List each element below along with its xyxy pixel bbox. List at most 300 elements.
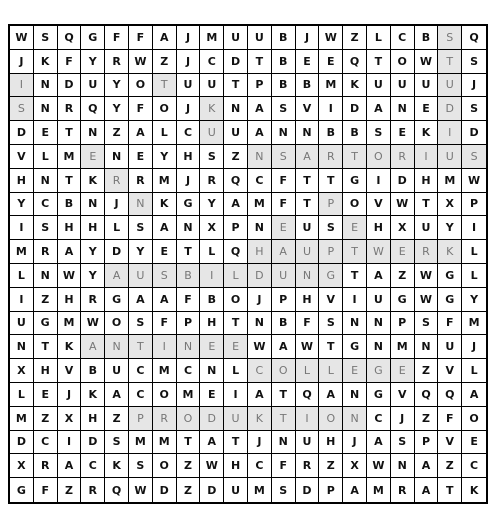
letter-cell[interactable]: N: [248, 216, 272, 240]
letter-cell[interactable]: O: [177, 407, 201, 431]
letter-cell[interactable]: E: [391, 121, 415, 145]
letter-cell[interactable]: F: [272, 454, 296, 478]
letter-cell[interactable]: A: [367, 264, 391, 288]
letter-cell[interactable]: H: [224, 454, 248, 478]
letter-cell[interactable]: B: [415, 26, 439, 50]
letter-cell[interactable]: C: [391, 26, 415, 50]
letter-cell[interactable]: D: [58, 74, 82, 98]
letter-cell[interactable]: M: [153, 431, 177, 455]
letter-cell[interactable]: P: [462, 193, 486, 217]
letter-cell[interactable]: Y: [81, 50, 105, 74]
letter-cell[interactable]: L: [200, 240, 224, 264]
letter-cell[interactable]: W: [129, 50, 153, 74]
letter-cell[interactable]: Z: [34, 407, 58, 431]
letter-cell[interactable]: S: [415, 312, 439, 336]
letter-cell[interactable]: S: [34, 26, 58, 50]
letter-cell[interactable]: O: [105, 312, 129, 336]
letter-cell[interactable]: J: [10, 50, 34, 74]
letter-cell[interactable]: D: [10, 431, 34, 455]
letter-cell[interactable]: G: [319, 264, 343, 288]
letter-cell[interactable]: B: [81, 359, 105, 383]
letter-cell[interactable]: P: [129, 407, 153, 431]
letter-cell[interactable]: Q: [296, 383, 320, 407]
letter-cell[interactable]: N: [129, 193, 153, 217]
letter-cell[interactable]: E: [200, 383, 224, 407]
letter-cell[interactable]: P: [224, 216, 248, 240]
letter-cell[interactable]: R: [153, 407, 177, 431]
letter-cell[interactable]: O: [367, 145, 391, 169]
letter-cell[interactable]: U: [296, 216, 320, 240]
letter-cell[interactable]: E: [391, 359, 415, 383]
letter-cell[interactable]: F: [129, 26, 153, 50]
letter-cell[interactable]: A: [105, 383, 129, 407]
letter-cell[interactable]: N: [177, 335, 201, 359]
letter-cell[interactable]: W: [58, 264, 82, 288]
letter-cell[interactable]: H: [200, 312, 224, 336]
letter-cell[interactable]: M: [129, 431, 153, 455]
letter-cell[interactable]: N: [34, 97, 58, 121]
letter-cell[interactable]: T: [415, 193, 439, 217]
letter-cell[interactable]: N: [272, 121, 296, 145]
letter-cell[interactable]: E: [200, 335, 224, 359]
letter-cell[interactable]: U: [248, 26, 272, 50]
letter-cell[interactable]: N: [343, 312, 367, 336]
letter-cell[interactable]: D: [296, 478, 320, 502]
letter-cell[interactable]: A: [224, 193, 248, 217]
letter-cell[interactable]: M: [462, 312, 486, 336]
letter-cell[interactable]: L: [462, 264, 486, 288]
letter-cell[interactable]: C: [248, 359, 272, 383]
letter-cell[interactable]: Z: [177, 478, 201, 502]
letter-cell[interactable]: U: [438, 335, 462, 359]
letter-cell[interactable]: X: [10, 359, 34, 383]
letter-cell[interactable]: R: [415, 240, 439, 264]
letter-cell[interactable]: D: [153, 478, 177, 502]
letter-cell[interactable]: A: [105, 264, 129, 288]
letter-cell[interactable]: N: [296, 121, 320, 145]
letter-cell[interactable]: E: [81, 145, 105, 169]
letter-cell[interactable]: S: [129, 454, 153, 478]
letter-cell[interactable]: T: [319, 169, 343, 193]
letter-cell[interactable]: R: [391, 478, 415, 502]
letter-cell[interactable]: M: [248, 193, 272, 217]
letter-cell[interactable]: F: [105, 26, 129, 50]
letter-cell[interactable]: A: [272, 240, 296, 264]
letter-cell[interactable]: T: [343, 264, 367, 288]
letter-cell[interactable]: A: [296, 145, 320, 169]
letter-cell[interactable]: S: [272, 97, 296, 121]
letter-cell[interactable]: T: [248, 50, 272, 74]
letter-cell[interactable]: F: [153, 312, 177, 336]
letter-cell[interactable]: T: [153, 74, 177, 98]
letter-cell[interactable]: T: [296, 193, 320, 217]
letter-cell[interactable]: V: [367, 193, 391, 217]
letter-cell[interactable]: P: [415, 431, 439, 455]
letter-cell[interactable]: Q: [438, 383, 462, 407]
letter-cell[interactable]: K: [438, 240, 462, 264]
letter-cell[interactable]: L: [462, 359, 486, 383]
letter-cell[interactable]: Z: [105, 407, 129, 431]
letter-cell[interactable]: M: [58, 145, 82, 169]
letter-cell[interactable]: W: [415, 288, 439, 312]
letter-cell[interactable]: Z: [177, 454, 201, 478]
letter-cell[interactable]: E: [153, 240, 177, 264]
letter-cell[interactable]: E: [34, 121, 58, 145]
letter-cell[interactable]: W: [462, 169, 486, 193]
letter-cell[interactable]: L: [462, 240, 486, 264]
letter-cell[interactable]: L: [10, 264, 34, 288]
letter-cell[interactable]: E: [224, 335, 248, 359]
letter-cell[interactable]: X: [200, 216, 224, 240]
letter-cell[interactable]: T: [272, 383, 296, 407]
letter-cell[interactable]: I: [224, 383, 248, 407]
letter-cell[interactable]: C: [34, 431, 58, 455]
letter-cell[interactable]: S: [438, 26, 462, 50]
letter-cell[interactable]: N: [367, 312, 391, 336]
letter-cell[interactable]: N: [248, 312, 272, 336]
letter-cell[interactable]: I: [10, 74, 34, 98]
letter-cell[interactable]: S: [272, 145, 296, 169]
letter-cell[interactable]: T: [224, 431, 248, 455]
letter-cell[interactable]: A: [248, 121, 272, 145]
letter-cell[interactable]: J: [296, 26, 320, 50]
letter-cell[interactable]: A: [248, 97, 272, 121]
letter-cell[interactable]: A: [248, 383, 272, 407]
letter-cell[interactable]: U: [81, 74, 105, 98]
letter-cell[interactable]: C: [177, 359, 201, 383]
letter-cell[interactable]: N: [248, 145, 272, 169]
letter-cell[interactable]: W: [81, 312, 105, 336]
letter-cell[interactable]: I: [367, 169, 391, 193]
letter-cell[interactable]: L: [34, 145, 58, 169]
letter-cell[interactable]: Z: [343, 26, 367, 50]
letter-cell[interactable]: P: [177, 312, 201, 336]
letter-cell[interactable]: U: [272, 264, 296, 288]
letter-cell[interactable]: A: [367, 431, 391, 455]
letter-cell[interactable]: L: [105, 216, 129, 240]
letter-cell[interactable]: Y: [462, 288, 486, 312]
letter-cell[interactable]: K: [343, 74, 367, 98]
letter-cell[interactable]: N: [34, 74, 58, 98]
letter-cell[interactable]: N: [10, 335, 34, 359]
letter-cell[interactable]: A: [343, 478, 367, 502]
letter-cell[interactable]: W: [248, 335, 272, 359]
letter-cell[interactable]: H: [58, 288, 82, 312]
letter-cell[interactable]: J: [105, 193, 129, 217]
letter-cell[interactable]: H: [58, 216, 82, 240]
letter-cell[interactable]: A: [58, 454, 82, 478]
letter-cell[interactable]: G: [81, 26, 105, 50]
letter-cell[interactable]: S: [10, 97, 34, 121]
letter-cell[interactable]: J: [248, 288, 272, 312]
letter-cell[interactable]: T: [224, 74, 248, 98]
letter-cell[interactable]: B: [272, 312, 296, 336]
letter-cell[interactable]: U: [10, 312, 34, 336]
letter-cell[interactable]: G: [105, 288, 129, 312]
letter-cell[interactable]: S: [462, 145, 486, 169]
letter-cell[interactable]: L: [367, 26, 391, 50]
letter-cell[interactable]: K: [81, 383, 105, 407]
letter-cell[interactable]: S: [462, 97, 486, 121]
letter-cell[interactable]: U: [367, 288, 391, 312]
letter-cell[interactable]: T: [343, 145, 367, 169]
letter-cell[interactable]: Z: [224, 145, 248, 169]
letter-cell[interactable]: X: [58, 407, 82, 431]
letter-cell[interactable]: H: [34, 359, 58, 383]
letter-cell[interactable]: A: [415, 478, 439, 502]
letter-cell[interactable]: N: [391, 97, 415, 121]
letter-cell[interactable]: S: [129, 216, 153, 240]
letter-cell[interactable]: T: [343, 240, 367, 264]
letter-cell[interactable]: Z: [58, 478, 82, 502]
letter-cell[interactable]: C: [200, 50, 224, 74]
letter-cell[interactable]: G: [367, 359, 391, 383]
letter-cell[interactable]: E: [296, 50, 320, 74]
letter-cell[interactable]: Z: [153, 50, 177, 74]
letter-cell[interactable]: W: [129, 478, 153, 502]
letter-cell[interactable]: U: [200, 121, 224, 145]
letter-cell[interactable]: G: [34, 312, 58, 336]
letter-cell[interactable]: H: [296, 288, 320, 312]
letter-cell[interactable]: M: [367, 478, 391, 502]
letter-cell[interactable]: G: [438, 288, 462, 312]
letter-cell[interactable]: W: [10, 26, 34, 50]
letter-cell[interactable]: J: [248, 431, 272, 455]
letter-cell[interactable]: U: [224, 121, 248, 145]
letter-cell[interactable]: I: [462, 216, 486, 240]
letter-cell[interactable]: O: [153, 97, 177, 121]
letter-cell[interactable]: W: [391, 193, 415, 217]
letter-cell[interactable]: I: [319, 97, 343, 121]
letter-cell[interactable]: J: [462, 335, 486, 359]
letter-cell[interactable]: K: [248, 407, 272, 431]
letter-cell[interactable]: C: [248, 169, 272, 193]
letter-cell[interactable]: M: [438, 169, 462, 193]
letter-cell[interactable]: K: [58, 335, 82, 359]
letter-cell[interactable]: O: [153, 383, 177, 407]
letter-cell[interactable]: M: [153, 169, 177, 193]
letter-cell[interactable]: B: [343, 121, 367, 145]
letter-cell[interactable]: E: [415, 97, 439, 121]
letter-cell[interactable]: K: [34, 50, 58, 74]
letter-cell[interactable]: U: [224, 407, 248, 431]
letter-cell[interactable]: X: [438, 193, 462, 217]
letter-cell[interactable]: L: [224, 359, 248, 383]
letter-cell[interactable]: I: [58, 431, 82, 455]
letter-cell[interactable]: I: [343, 288, 367, 312]
letter-cell[interactable]: C: [177, 121, 201, 145]
letter-cell[interactable]: J: [177, 26, 201, 50]
letter-cell[interactable]: K: [105, 454, 129, 478]
letter-cell[interactable]: V: [296, 97, 320, 121]
letter-cell[interactable]: W: [319, 26, 343, 50]
letter-cell[interactable]: T: [224, 312, 248, 336]
letter-cell[interactable]: H: [319, 431, 343, 455]
letter-cell[interactable]: E: [272, 216, 296, 240]
letter-cell[interactable]: D: [343, 97, 367, 121]
letter-cell[interactable]: E: [391, 240, 415, 264]
letter-cell[interactable]: T: [177, 240, 201, 264]
letter-cell[interactable]: J: [58, 383, 82, 407]
letter-cell[interactable]: P: [319, 478, 343, 502]
letter-cell[interactable]: Q: [462, 26, 486, 50]
letter-cell[interactable]: T: [296, 169, 320, 193]
letter-cell[interactable]: Q: [224, 240, 248, 264]
letter-cell[interactable]: F: [129, 97, 153, 121]
letter-cell[interactable]: I: [415, 145, 439, 169]
letter-cell[interactable]: A: [272, 335, 296, 359]
letter-cell[interactable]: S: [272, 478, 296, 502]
letter-cell[interactable]: S: [367, 121, 391, 145]
letter-cell[interactable]: F: [177, 288, 201, 312]
letter-cell[interactable]: A: [153, 216, 177, 240]
letter-cell[interactable]: Q: [343, 50, 367, 74]
letter-cell[interactable]: G: [177, 193, 201, 217]
letter-cell[interactable]: Q: [58, 26, 82, 50]
letter-cell[interactable]: V: [438, 431, 462, 455]
letter-cell[interactable]: I: [153, 335, 177, 359]
letter-cell[interactable]: A: [367, 97, 391, 121]
letter-cell[interactable]: H: [248, 240, 272, 264]
letter-cell[interactable]: N: [272, 431, 296, 455]
letter-cell[interactable]: V: [319, 288, 343, 312]
letter-cell[interactable]: H: [415, 169, 439, 193]
letter-cell[interactable]: U: [129, 264, 153, 288]
letter-cell[interactable]: N: [81, 121, 105, 145]
letter-cell[interactable]: N: [34, 169, 58, 193]
letter-cell[interactable]: J: [462, 74, 486, 98]
letter-cell[interactable]: Y: [81, 264, 105, 288]
letter-cell[interactable]: U: [367, 74, 391, 98]
letter-cell[interactable]: M: [248, 478, 272, 502]
letter-cell[interactable]: G: [367, 383, 391, 407]
letter-cell[interactable]: Y: [200, 193, 224, 217]
letter-cell[interactable]: C: [129, 383, 153, 407]
letter-cell[interactable]: Q: [105, 478, 129, 502]
letter-cell[interactable]: N: [415, 335, 439, 359]
letter-cell[interactable]: P: [319, 240, 343, 264]
letter-cell[interactable]: H: [81, 407, 105, 431]
letter-cell[interactable]: L: [319, 359, 343, 383]
letter-cell[interactable]: F: [58, 50, 82, 74]
letter-cell[interactable]: T: [367, 50, 391, 74]
letter-cell[interactable]: C: [129, 359, 153, 383]
letter-cell[interactable]: F: [438, 407, 462, 431]
letter-cell[interactable]: N: [105, 145, 129, 169]
letter-cell[interactable]: D: [462, 121, 486, 145]
letter-cell[interactable]: A: [58, 240, 82, 264]
letter-cell[interactable]: Z: [415, 407, 439, 431]
letter-cell[interactable]: K: [153, 193, 177, 217]
letter-cell[interactable]: S: [200, 145, 224, 169]
letter-cell[interactable]: V: [391, 383, 415, 407]
letter-cell[interactable]: Y: [438, 216, 462, 240]
letter-cell[interactable]: S: [462, 50, 486, 74]
letter-cell[interactable]: V: [438, 359, 462, 383]
letter-cell[interactable]: Y: [153, 145, 177, 169]
letter-cell[interactable]: B: [296, 74, 320, 98]
letter-cell[interactable]: R: [296, 454, 320, 478]
letter-cell[interactable]: A: [462, 383, 486, 407]
letter-cell[interactable]: W: [415, 50, 439, 74]
letter-cell[interactable]: N: [367, 335, 391, 359]
letter-cell[interactable]: A: [200, 431, 224, 455]
letter-cell[interactable]: R: [391, 145, 415, 169]
letter-cell[interactable]: T: [438, 50, 462, 74]
letter-cell[interactable]: N: [296, 264, 320, 288]
letter-cell[interactable]: B: [200, 288, 224, 312]
letter-cell[interactable]: G: [10, 478, 34, 502]
letter-cell[interactable]: U: [177, 74, 201, 98]
letter-cell[interactable]: Q: [224, 169, 248, 193]
letter-cell[interactable]: X: [343, 454, 367, 478]
letter-cell[interactable]: E: [34, 383, 58, 407]
letter-cell[interactable]: Y: [129, 240, 153, 264]
letter-cell[interactable]: J: [177, 169, 201, 193]
letter-cell[interactable]: R: [34, 240, 58, 264]
letter-cell[interactable]: O: [343, 193, 367, 217]
letter-cell[interactable]: V: [58, 359, 82, 383]
letter-cell[interactable]: S: [391, 431, 415, 455]
letter-cell[interactable]: K: [469, 483, 479, 497]
letter-cell[interactable]: H: [81, 216, 105, 240]
letter-cell[interactable]: A: [129, 288, 153, 312]
letter-cell[interactable]: T: [319, 335, 343, 359]
letter-cell[interactable]: M: [319, 74, 343, 98]
letter-cell[interactable]: B: [272, 50, 296, 74]
letter-cell[interactable]: D: [224, 50, 248, 74]
letter-cell[interactable]: C: [34, 193, 58, 217]
letter-cell[interactable]: O: [391, 50, 415, 74]
letter-cell[interactable]: U: [415, 74, 439, 98]
letter-cell[interactable]: R: [58, 97, 82, 121]
letter-cell[interactable]: S: [319, 312, 343, 336]
letter-cell[interactable]: S: [129, 312, 153, 336]
letter-cell[interactable]: H: [177, 145, 201, 169]
letter-cell[interactable]: Y: [105, 97, 129, 121]
letter-cell[interactable]: N: [224, 97, 248, 121]
letter-cell[interactable]: N: [81, 193, 105, 217]
letter-cell[interactable]: M: [10, 407, 34, 431]
letter-cell[interactable]: F: [272, 193, 296, 217]
letter-cell[interactable]: H: [10, 169, 34, 193]
letter-cell[interactable]: B: [58, 193, 82, 217]
letter-cell[interactable]: D: [248, 264, 272, 288]
letter-cell[interactable]: G: [391, 288, 415, 312]
letter-cell[interactable]: B: [177, 264, 201, 288]
letter-cell[interactable]: J: [177, 50, 201, 74]
letter-cell[interactable]: F: [272, 169, 296, 193]
letter-cell[interactable]: J: [177, 97, 201, 121]
letter-cell[interactable]: I: [438, 121, 462, 145]
letter-cell[interactable]: W: [415, 264, 439, 288]
letter-cell[interactable]: L: [10, 383, 34, 407]
letter-cell[interactable]: E: [343, 216, 367, 240]
letter-cell[interactable]: U: [224, 26, 248, 50]
letter-cell[interactable]: B: [272, 74, 296, 98]
letter-cell[interactable]: M: [391, 335, 415, 359]
letter-cell[interactable]: Q: [81, 97, 105, 121]
letter-cell[interactable]: X: [391, 216, 415, 240]
letter-cell[interactable]: M: [177, 383, 201, 407]
letter-cell[interactable]: E: [319, 50, 343, 74]
letter-cell[interactable]: U: [438, 74, 462, 98]
letter-cell[interactable]: P: [248, 74, 272, 98]
letter-cell[interactable]: U: [224, 478, 248, 502]
letter-cell[interactable]: S: [153, 264, 177, 288]
letter-cell[interactable]: B: [272, 26, 296, 50]
letter-cell[interactable]: D: [105, 240, 129, 264]
